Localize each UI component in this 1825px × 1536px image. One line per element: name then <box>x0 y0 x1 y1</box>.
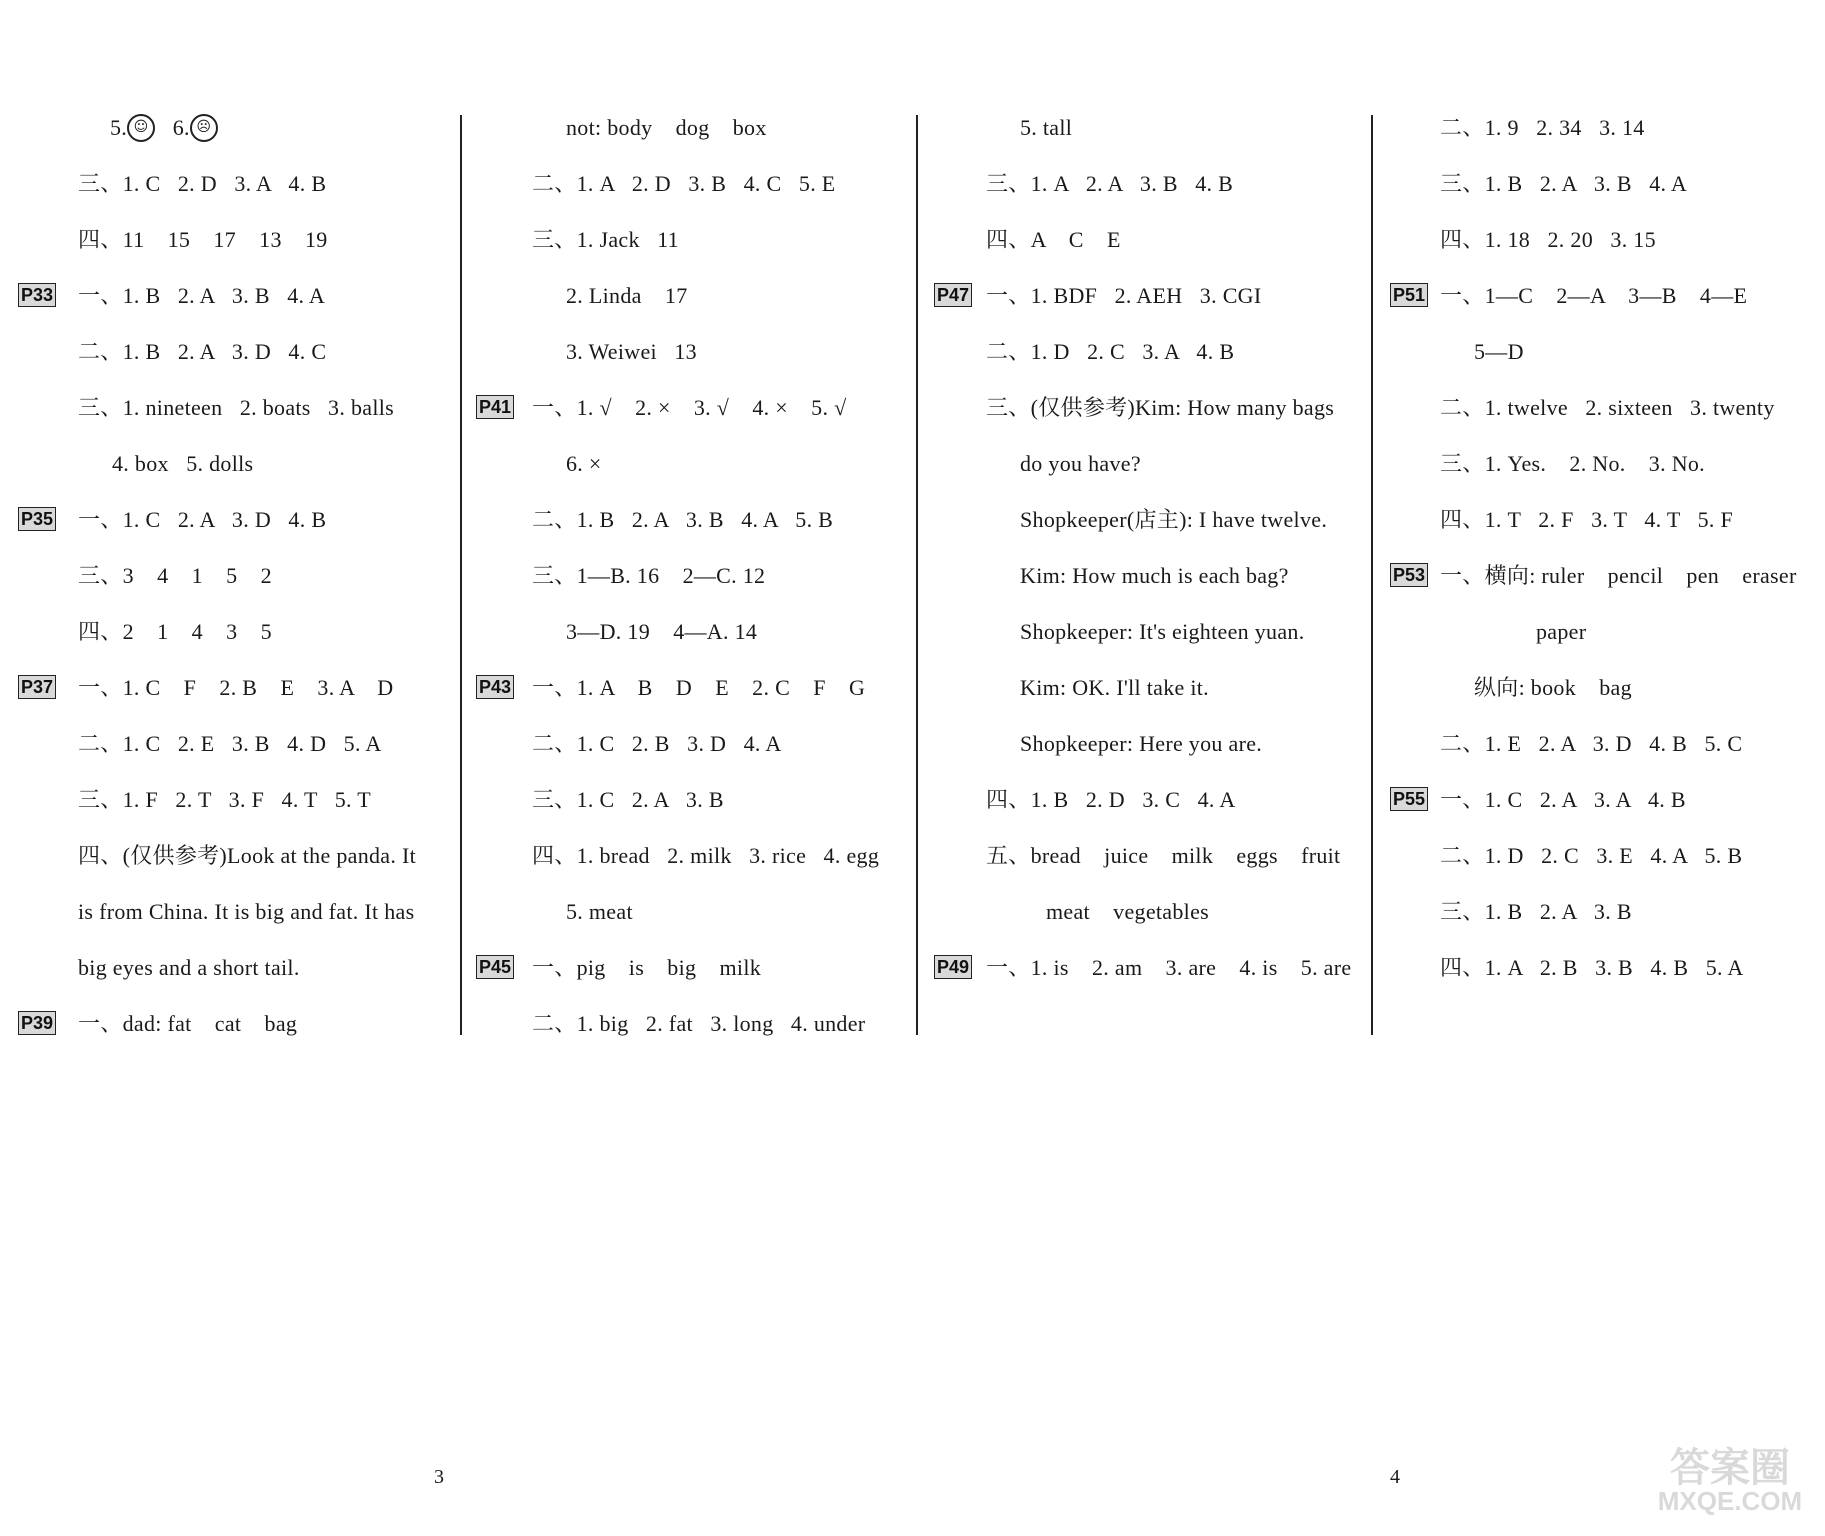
answer-text: 五、bread juice milk eggs fruit <box>986 843 1341 868</box>
answer-text: 三、1. C 2. A 3. B <box>532 787 724 812</box>
answer-text: 四、2 1 4 3 5 <box>78 619 272 644</box>
answer-line <box>0 604 458 660</box>
answer-text: 一、1. is 2. am 3. are 4. is 5. are <box>986 955 1352 980</box>
answer-text: 一、1. C F 2. B E 3. A D <box>78 675 394 700</box>
answer-text: 3. Weiwei 13 <box>566 339 697 364</box>
answer-text: do you have? <box>1020 451 1141 476</box>
answer-text: 二、1. C 2. B 3. D 4. A <box>532 731 782 756</box>
answer-line <box>0 100 458 156</box>
answer-line <box>920 716 1372 772</box>
answer-line <box>1376 380 1825 436</box>
watermark-seal: 答案圈 <box>1670 1445 1790 1491</box>
watermark-site: MXQE.COM <box>1657 1486 1803 1516</box>
answer-line <box>920 380 1372 436</box>
answer-text: not: body dog box <box>566 115 767 140</box>
answer-line <box>920 772 1372 828</box>
answer-line <box>462 548 916 604</box>
page-ref-badge: P49 <box>934 955 972 979</box>
answer-text: Shopkeeper(店主): I have twelve. <box>1020 507 1328 532</box>
answer-line <box>1376 492 1825 548</box>
answer-line <box>462 436 916 492</box>
column-divider <box>916 115 918 1035</box>
answer-text: 三、1. B 2. A 3. B 4. A <box>1440 171 1688 196</box>
answer-line <box>1376 268 1825 324</box>
answer-line <box>920 604 1372 660</box>
watermark-logo <box>1640 1436 1820 1526</box>
answer-line <box>920 324 1372 380</box>
answer-text: 一、1. A B D E 2. C F G <box>532 675 866 700</box>
answer-text: 三、(仅供参考)Kim: How many bags <box>986 395 1335 420</box>
page-ref-badge: P41 <box>476 395 514 419</box>
answer-text: 一、1. √ 2. × 3. √ 4. × 5. √ <box>532 395 847 420</box>
answer-text: 三、1. Yes. 2. No. 3. No. <box>1440 451 1705 476</box>
answer-text: 四、1. A 2. B 3. B 4. B 5. A <box>1440 955 1744 980</box>
page-ref-badge: P35 <box>18 507 56 531</box>
answer-column-4 <box>1376 100 1825 1030</box>
page-ref-badge: P43 <box>476 675 514 699</box>
answer-text: 二、1. B 2. A 3. B 4. A 5. B <box>532 507 834 532</box>
answer-line <box>1376 436 1825 492</box>
answer-line <box>920 100 1372 156</box>
answer-line <box>462 772 916 828</box>
answer-text: is from China. It is big and fat. It has <box>78 899 415 924</box>
answer-line <box>0 548 458 604</box>
answer-line <box>920 492 1372 548</box>
answer-text <box>110 100 224 156</box>
page-ref-badge: P37 <box>18 675 56 699</box>
answer-line <box>0 492 458 548</box>
page-ref-badge: P53 <box>1390 563 1428 587</box>
answer-line <box>462 660 916 716</box>
page-ref-badge: P51 <box>1390 283 1428 307</box>
answer-line <box>462 156 916 212</box>
answer-line <box>0 940 458 996</box>
answer-line <box>462 884 916 940</box>
answer-line <box>1376 716 1825 772</box>
answer-text: 一、1. BDF 2. AEH 3. CGI <box>986 283 1262 308</box>
answer-text: 二、1. twelve 2. sixteen 3. twenty <box>1440 395 1775 420</box>
answer-line <box>1376 156 1825 212</box>
answer-line <box>1376 548 1825 604</box>
answer-text: 6. × <box>566 451 602 476</box>
answer-text: 三、1. F 2. T 3. F 4. T 5. T <box>78 787 371 812</box>
answer-text: 二、1. B 2. A 3. D 4. C <box>78 339 327 364</box>
answer-text: 2. Linda 17 <box>566 283 688 308</box>
answer-text: 二、1. A 2. D 3. B 4. C 5. E <box>532 171 836 196</box>
answer-text: 一、1. B 2. A 3. B 4. A <box>78 283 326 308</box>
answer-text: 四、1. 18 2. 20 3. 15 <box>1440 227 1656 252</box>
answer-text: Kim: OK. I'll take it. <box>1020 675 1209 700</box>
page-number-left: 3 <box>434 1466 444 1488</box>
answer-line <box>462 996 916 1052</box>
answer-line <box>920 156 1372 212</box>
answer-line <box>462 268 916 324</box>
page-ref-badge: P33 <box>18 283 56 307</box>
answer-text: 三、1. A 2. A 3. B 4. B <box>986 171 1234 196</box>
answer-line <box>0 996 458 1052</box>
answer-line <box>1376 604 1825 660</box>
answer-line <box>920 268 1372 324</box>
answer-text: 一、1—C 2—A 3—B 4—E <box>1440 283 1748 308</box>
answer-text: 二、1. 9 2. 34 3. 14 <box>1440 115 1645 140</box>
answer-column-1 <box>0 100 458 1036</box>
answer-line <box>462 212 916 268</box>
answer-text: 三、1. C 2. D 3. A 4. B <box>78 171 327 196</box>
answer-line <box>462 716 916 772</box>
answer-line <box>1376 324 1825 380</box>
answer-text: 纵向: book bag <box>1474 675 1632 700</box>
answer-line <box>0 828 458 884</box>
answer-line <box>462 380 916 436</box>
answer-text: 一、1. C 2. A 3. A 4. B <box>1440 787 1686 812</box>
answer-text: 二、1. E 2. A 3. D 4. B 5. C <box>1440 731 1743 756</box>
answer-text: 二、1. D 2. C 3. E 4. A 5. B <box>1440 843 1743 868</box>
page-ref-badge: P55 <box>1390 787 1428 811</box>
answer-column-3 <box>920 100 1372 1030</box>
answer-text: 三、3 4 1 5 2 <box>78 563 272 588</box>
answer-text: big eyes and a short tail. <box>78 955 300 980</box>
answer-text: 5. tall <box>1020 115 1073 140</box>
answer-line <box>1376 212 1825 268</box>
answer-label: 5. <box>110 115 128 140</box>
answer-column-2 <box>462 100 916 1036</box>
answer-line <box>920 940 1372 996</box>
answer-line <box>462 492 916 548</box>
answer-line <box>0 268 458 324</box>
answer-text: 二、1. C 2. E 3. B 4. D 5. A <box>78 731 382 756</box>
answer-line <box>0 716 458 772</box>
answer-line <box>462 940 916 996</box>
answer-text: 二、1. big 2. fat 3. long 4. under <box>532 1011 866 1036</box>
answer-text: 一、横向: ruler pencil pen eraser <box>1440 563 1797 588</box>
answer-line <box>920 884 1372 940</box>
answer-text: 一、pig is big milk <box>532 955 762 980</box>
smile-face-icon: ☺ <box>127 114 155 142</box>
answer-text: 5. meat <box>566 899 633 924</box>
answer-line <box>462 324 916 380</box>
answer-line <box>1376 772 1825 828</box>
answer-text: 一、dad: fat cat bag <box>78 1011 298 1036</box>
page-ref-badge: P39 <box>18 1011 56 1035</box>
answer-line <box>0 324 458 380</box>
answer-line <box>1376 828 1825 884</box>
answer-text: meat vegetables <box>1046 899 1209 924</box>
page-ref-badge: P45 <box>476 955 514 979</box>
answer-line <box>0 212 458 268</box>
page-ref-badge: P47 <box>934 283 972 307</box>
answer-line <box>920 660 1372 716</box>
answer-line <box>462 828 916 884</box>
answer-line <box>0 772 458 828</box>
answer-line <box>920 212 1372 268</box>
answer-line <box>0 156 458 212</box>
answer-text: Shopkeeper: It's eighteen yuan. <box>1020 619 1305 644</box>
answer-text: 四、11 15 17 13 19 <box>78 227 328 252</box>
answer-text: Kim: How much is each bag? <box>1020 563 1289 588</box>
answer-text: 3—D. 19 4—A. 14 <box>566 619 758 644</box>
answer-text: 一、1. C 2. A 3. D 4. B <box>78 507 327 532</box>
answer-line <box>462 604 916 660</box>
answer-text: 5—D <box>1474 339 1524 364</box>
answer-text: Shopkeeper: Here you are. <box>1020 731 1263 756</box>
answer-text: 三、1—B. 16 2—C. 12 <box>532 563 766 588</box>
answer-text: 4. box 5. dolls <box>112 451 254 476</box>
answer-line <box>1376 660 1825 716</box>
answer-line <box>0 380 458 436</box>
answer-line <box>1376 884 1825 940</box>
answer-line <box>462 100 916 156</box>
answer-line <box>920 548 1372 604</box>
answer-text: 四、A C E <box>986 227 1121 252</box>
sad-face-icon: ☹ <box>190 114 218 142</box>
answer-line <box>1376 940 1825 996</box>
answer-line <box>0 884 458 940</box>
answer-text: 四、1. T 2. F 3. T 4. T 5. F <box>1440 507 1733 532</box>
answer-text: paper <box>1536 619 1587 644</box>
answer-text: 三、1. Jack 11 <box>532 227 679 252</box>
answer-text: 四、(仅供参考)Look at the panda. It <box>78 843 417 868</box>
answer-line <box>0 436 458 492</box>
answer-text: 四、1. bread 2. milk 3. rice 4. egg <box>532 843 880 868</box>
answer-label: 6. <box>161 115 190 140</box>
answer-line <box>920 828 1372 884</box>
page-number-right: 4 <box>1390 1466 1400 1488</box>
answer-line <box>0 660 458 716</box>
answer-text: 三、1. B 2. A 3. B <box>1440 899 1632 924</box>
answer-line <box>1376 100 1825 156</box>
answer-text: 三、1. nineteen 2. boats 3. balls <box>78 395 395 420</box>
answer-line <box>920 436 1372 492</box>
answer-text: 二、1. D 2. C 3. A 4. B <box>986 339 1235 364</box>
answer-text: 四、1. B 2. D 3. C 4. A <box>986 787 1236 812</box>
